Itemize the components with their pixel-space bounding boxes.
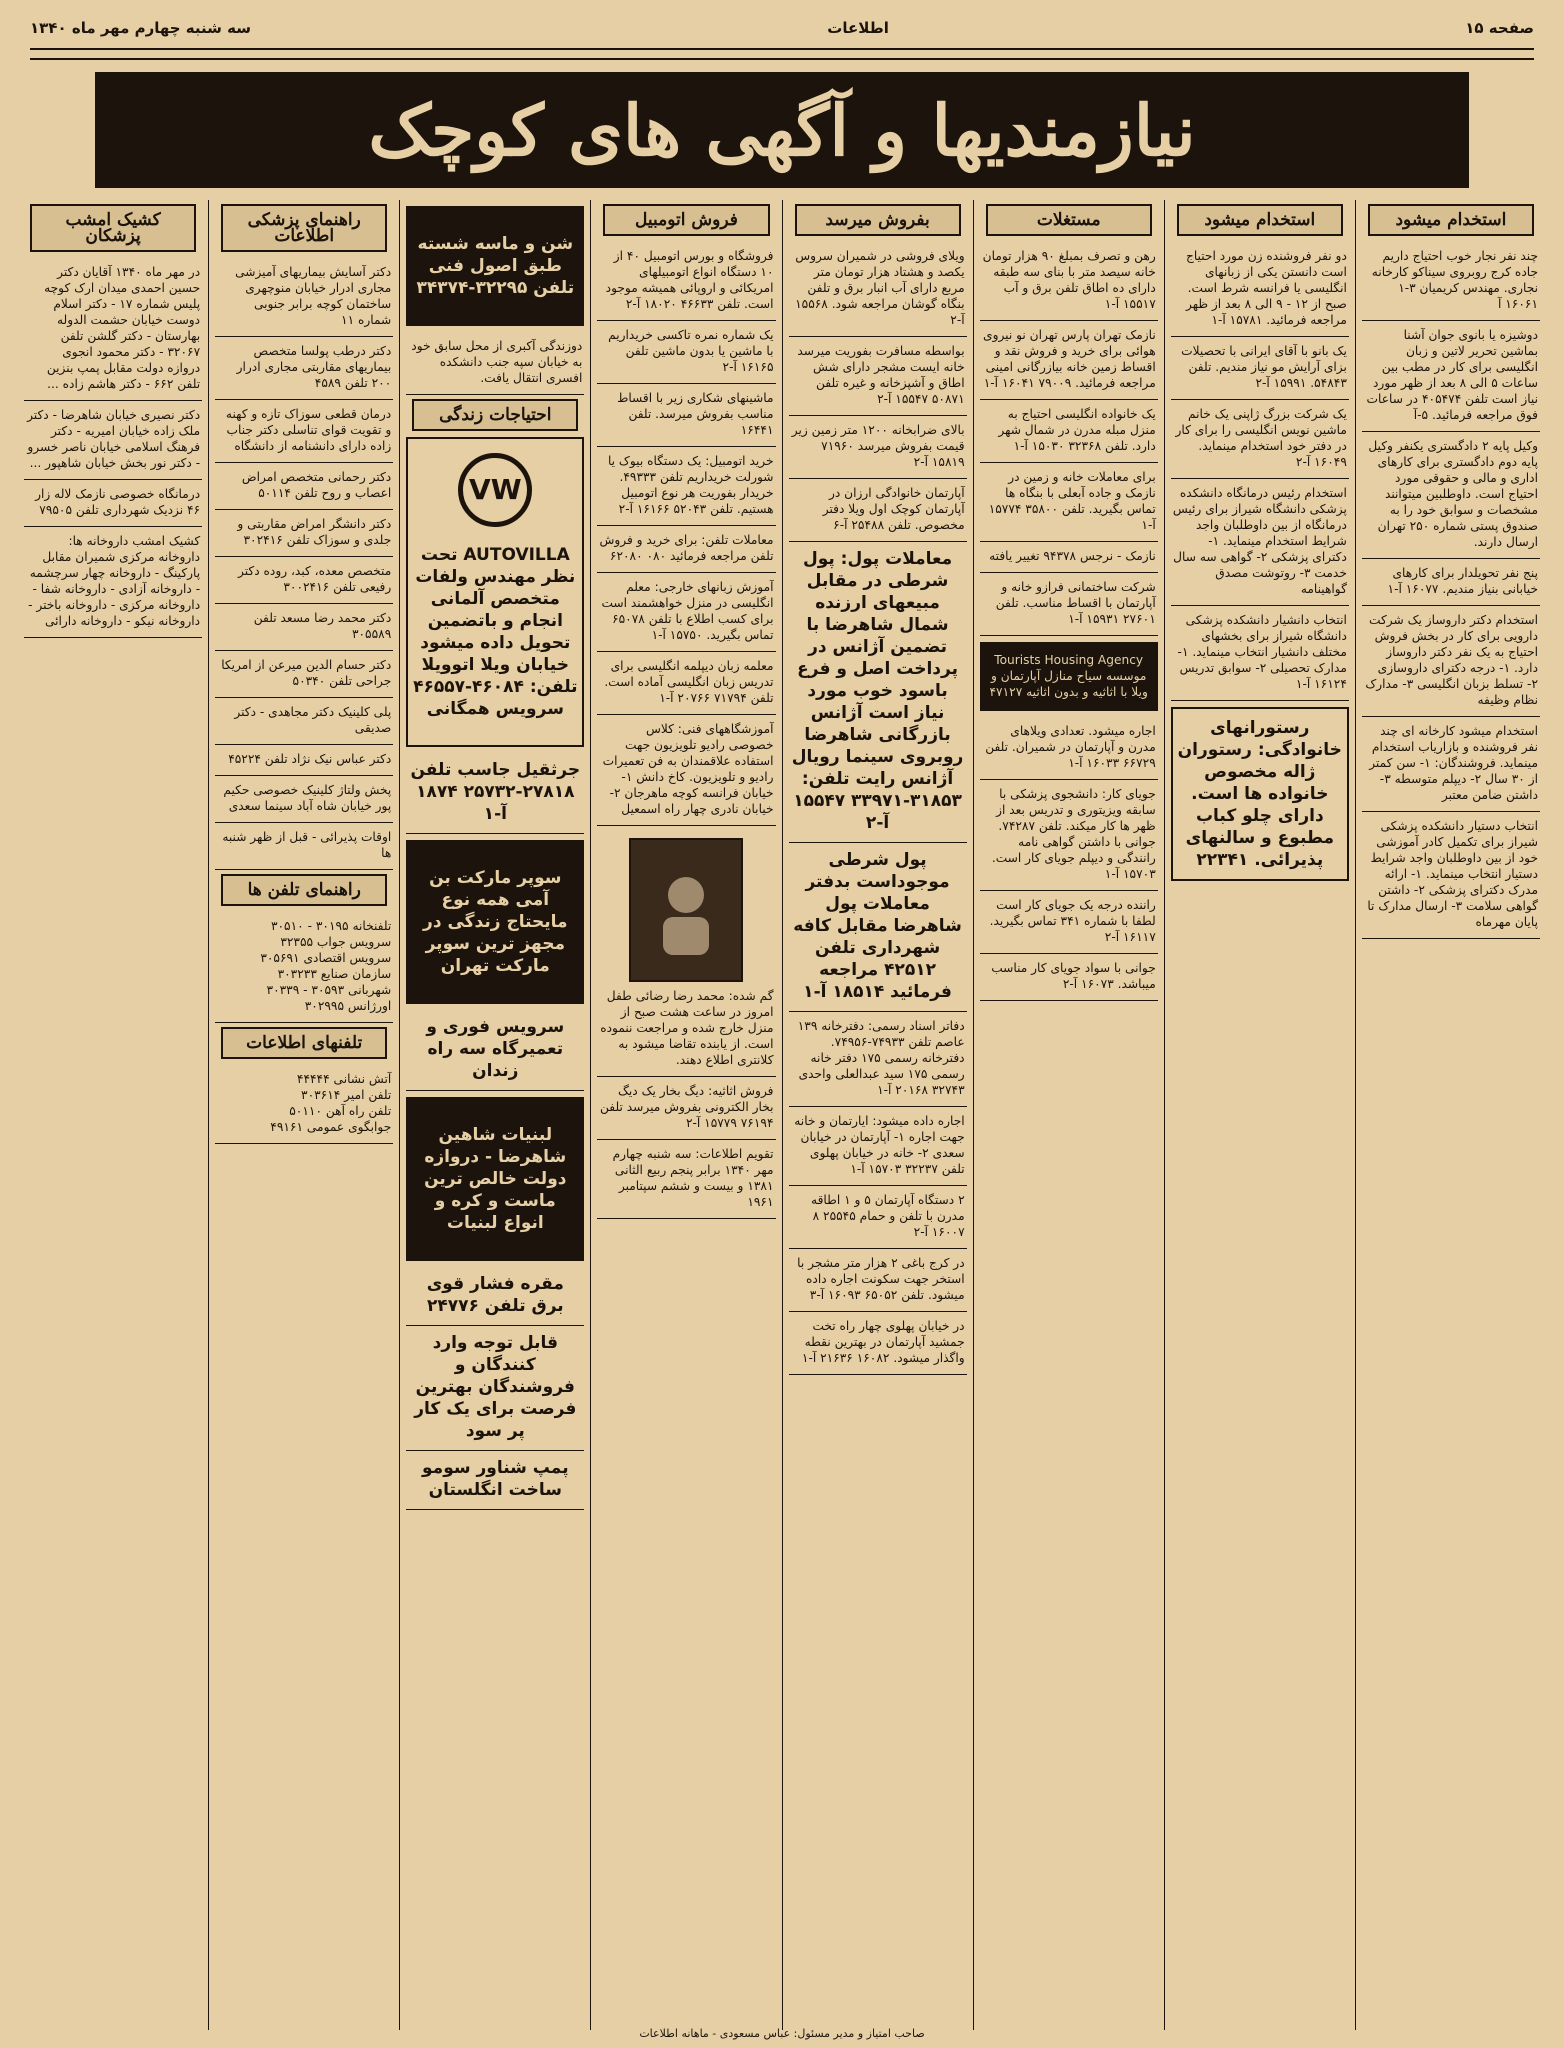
info-phone-list: آتش نشانی ۴۴۴۴۴ تلفن امیر ۳۰۳۶۱۴ تلفن راه آهن ۵۰۱۱۰ جوابگوی عمومی ۴۹۱۶۱ xyxy=(215,1065,393,1144)
classified-ad: دکتر محمد رضا مسعد تلفن ۳۰۵۵۸۹ xyxy=(215,604,393,651)
page-number: صفحه ۱۵ xyxy=(1465,19,1534,37)
classified-ad: استخدام دکتر داروساز یک شرکت دارویی برای کار در بخش فروش احتیاج به یک نفر دکتر داروساز دارد. ۱- درجه دکترای داروسازی ۲- تسلط بزبان انگلیسی ۳- مدارک نظام وظیفه xyxy=(1362,606,1540,717)
classified-ad: جویای کار: دانشجوی پزشکی با سابقه ویزیتوری و تدریس بعد از ظهر ها کار میکند. تلفن ۷۴۲۸۷. جوانی با داشتن گواهی نامه رانندگی و دیپلم جویای کار است. ۱۵۷۰۳ آ-۱ xyxy=(980,780,1158,891)
column-real-estate xyxy=(974,200,1165,2030)
header-rule xyxy=(30,48,1534,50)
classified-ad: شرکت ساختمانی فرازو خانه و آپارتمان با اقساط مناسب. تلفن ۲۷۶۰۱ ۱۵۹۳۱ آ-۱ xyxy=(980,573,1158,636)
classified-ad: وکیل پایه ۲ دادگستری یکنفر وکیل پایه دوم دادگستری برای کارهای اداری و مالی و حقوقی مورد احتیاج است. داوطلبین میتوانند مشخصات و سوابق خود را به صندوق پستی شماره ۲۵۰ تهران ارسال دارند. xyxy=(1362,432,1540,559)
classified-ad: بواسطه مسافرت بفوریت میرسد خانه ایست مشجر دارای شش اطاق و آشپزخانه و غیره تلفن ۵۰۸۷۱ ۱۵۵۴۷ آ-۲ xyxy=(789,337,967,416)
banner-title: نیازمندیها و آگهی های کوچک xyxy=(368,88,1196,172)
column-for-sale xyxy=(783,200,974,2030)
classified-ad: فروش اثاثیه: دیگ بخار یک دیگ بخار الکترونی بفروش میرسد تلفن ۷۶۱۹۴ ۱۵۷۷۹ آ-۲ xyxy=(597,1077,775,1140)
classified-ad: استخدام رئیس درمانگاه دانشکده پزشکی دانشگاه شیراز برای رئیس درمانگاه از بین داوطلبان واجد شرایط استخدام مینماید. ۱- دکترای پزشکی ۲- گواهی سه سال خدمت ۳- روتوشت مصدق گواهینامه xyxy=(1171,479,1349,606)
classified-ad: فروشگاه و بورس اتومبیل ۴۰ از ۱۰ دستگاه انواع اتومبیلهای امریکائی و اروپائی همیشه موجود است. تلفن ۴۶۶۳۳ ۱۸۰۲۰ آ-۲ xyxy=(597,242,775,321)
classified-ad: ۲ دستگاه آپارتمان ۵ و ۱ اطاقه مدرن با تلفن و حمام ۲۵۵۴۵ ۸ ۱۶۰۰۷ آ-۲ xyxy=(789,1186,967,1249)
column-title: مستغلات xyxy=(986,204,1152,236)
classified-ad: دکتر حسام الدین میرعن از امریکا جراحی تلفن ۵۰۳۴۰ xyxy=(215,651,393,698)
classified-ad: پلی کلینیک دکتر مجاهدی - دکتر صدیقی xyxy=(215,698,393,745)
classified-ad: معاملات پول: پول شرطی در مقابل مبیعهای ارزنده شمال شاهرضا با تضمین آژانس در پرداخت اصل و فرع باسود خوب مورد نیاز است آژانس بازرگانی شاهرضا روبروی سینما رویال آژانس رایت تلفن: ۳۱۸۵۳-۳۳۹۷۱ ۱۵۵۴۷ آ-۲ xyxy=(789,542,967,843)
classified-ad: یک خانواده انگلیسی احتیاج به منزل مبله مدرن در شمال شهر دارد. تلفن ۳۲۳۶۸ ۱۵۰۳۰ آ-۱ xyxy=(980,400,1158,463)
header-rule-2 xyxy=(30,58,1534,60)
newspaper-name: اطلاعات xyxy=(827,19,889,37)
page-header xyxy=(30,14,1534,42)
info-phones-title: تلفنهای اطلاعات xyxy=(221,1027,387,1059)
issue-date: سه شنبه چهارم مهر ماه ۱۳۴۰ xyxy=(30,19,251,37)
classified-ad: قابل توجه وارد کنندگان و فروشندگان بهترین فرصت برای یک کار پر سود xyxy=(406,1326,584,1451)
publisher-line: صاحب امتیاز و مدیر مسئول: عباس مسعودی - ماهانه اطلاعات xyxy=(639,2027,925,2040)
classified-ad: انتخاب دانشیار دانشکده پزشکی دانشگاه شیراز برای بخشهای مختلف دانشیار انتخاب مینماید. ۱- مدارک تحصیلی ۲- سوابق تدریس ۱۶۱۲۴ آ-۱ xyxy=(1171,606,1349,701)
column-title: استخدام میشود xyxy=(1177,204,1343,236)
phones-title: راهنمای تلفن ها xyxy=(221,874,387,906)
classified-ad: چند نفر نجار خوب احتیاج داریم جاده کرج روبروی سیناکو کارخانه نجاری. مهندس کریمیان ۳-۱ ۱۶۰۶۱ آ xyxy=(1362,242,1540,321)
column-title: استخدام میشود xyxy=(1368,204,1534,236)
classified-ad: در خیابان پهلوی چهار راه تخت جمشید آپارتمان در بهترین نقطه واگذار میشود. ۱۶۰۸۲ ۲۱۶۳۶ آ-۱ xyxy=(789,1312,967,1375)
classified-ad: دوشیزه یا بانوی جوان آشنا بماشین تحریر لاتین و زبان انگلیسی برای کار در مطب بین ساعات ۵ الی ۸ بعد از ظهر مورد نیاز است تلفن ۴۰۵۴۷۴ در ساعات فوق مراجعه فرمائید. ۵-آ xyxy=(1362,321,1540,432)
tourists-housing-ad: Tourists Housing Agency موسسه سیاح منازل آپارتمان و ویلا با اثاثیه و بدون اثاثیه ۴۷۱۲۷ xyxy=(980,642,1158,711)
classified-ad: درمان قطعی سوزاک تازه و کهنه و تقویت قوای تناسلی دکتر جناب زاده دارای دانشنامه از دانشگاه xyxy=(215,400,393,463)
classified-ad: تقویم اطلاعات: سه شنبه چهارم مهر ۱۳۴۰ برابر پنجم ربیع الثانی ۱۳۸۱ و بیست و ششم سپتامبر ۱۹۶۱ xyxy=(597,1140,775,1219)
classified-ad: نازمک تهران پارس تهران نو نیروی هوائی برای خرید و فروش نقد و اقساط زمین خانه بیازرگانی امینی مراجعه فرمائید. ۷۹۰۰۹ ۱۶۰۴۱ آ-۱ xyxy=(980,321,1158,400)
column-title: فروش اتومبیل xyxy=(603,204,769,236)
classified-ad: دفاتر اسناد رسمی: دفترخانه ۱۳۹ عاصم تلفن ۷۴۹۳۳-۷۴۹۵۶. دفترخانه رسمی ۱۷۵ دفتر خانه رسمی ۱۷۵ سید عبدالعلی واحدی ۳۲۷۴۳ ۲۰۱۶۸ آ-۱ xyxy=(789,1012,967,1107)
column-title: احتیاجات زندگی xyxy=(412,399,578,431)
classified-ad: اجاره داده میشود: ایارتمان و خانه جهت اجاره ۱- آپارتمان در خیابان سعدی ۲- خانه در خیابان پهلوی تلفن ۳۲۲۳۷ ۱۵۷۰۳ آ-۱ xyxy=(789,1107,967,1186)
classified-ad: اجاره میشود. تعدادی ویلاهای مدرن و آپارتمان در شمیران. تلفن ۶۶۷۲۹ ۱۶۰۳۳ آ-۱ xyxy=(980,717,1158,780)
classified-ad: پخش ولتاژ کلینیک خصوصی حکیم پور خیابان شاه آباد سینما سعدی xyxy=(215,776,393,823)
classified-ad: کشیک امشب داروخانه ها: داروخانه مرکزی شمیران مقابل پارکینگ - داروخانه چهار سرچشمه - داروخانه آزادی - داروخانه شفا - داروخانه مرکزی - داروخانه باختر - داروخانه نیکو - داروخانه دارائی xyxy=(24,527,202,638)
classified-ad: جرثقیل جاسب تلفن ۲۷۸۱۸-۲۵۷۳۲ ۱۸۷۴ آ-۱ xyxy=(406,753,584,834)
classified-ad: متخصص معده، کبد، روده دکتر رفیعی تلفن ۳۰۰۲۴۱۶ xyxy=(215,557,393,604)
classified-ad: در مهر ماه ۱۳۴۰ آقایان دکتر حسین احمدی میدان ارک کوچه پلیس شماره ۱۷ - دکتر اسلام دوست خیابان حشمت الدوله بهارستان - دکتر گلشن تلفن ۳۲۰۶۷ - دکتر محمود انجوی دروازه دولت مقابل پمپ بنزین تلفن ۶۶۲ - دکتر هاشم زاده ... xyxy=(24,258,202,401)
section-banner xyxy=(95,72,1469,188)
classified-ad: یک بانو با آقای ایرانی با تحصیلات بزای آرایش مو نیاز مندیم. تلفن ۵۴۸۴۳. ۱۵۹۹۱ آ-۲ xyxy=(1171,337,1349,400)
classified-ad: معاملات تلفن: برای خرید و فروش تلفن مراجعه فرمائید ۰۸۰ ۶۲۰۸۰ xyxy=(597,526,775,573)
classified-ad: ویلای فروشی در شمیران سروس یکصد و هشتاد هزار تومان متر مربع دارای آب انبار برق و تلفن بنگاه گوشان مراجعه شود. ۱۵۵۶۸ آ-۲ xyxy=(789,242,967,337)
classified-ad: برای معاملات خانه و زمین در نازمک و جاده آبعلی با بنگاه ها تماس بگیرید. تلفن ۳۵۸۰۰ ۱۵۷۷۴ آ-۱ xyxy=(980,463,1158,542)
classified-ad: جوانی با سواد جویای کار مناسب میباشد. ۱۶۰۷۳ آ-۲ xyxy=(980,954,1158,1001)
classified-ad: معلمه زبان دیپلمه انگلیسی برای تدریس زبان انگلیسی آماده است. تلفن ۷۱۷۹۴ ۲۰۷۶۶ آ-۱ xyxy=(597,652,775,715)
classified-ad: نازمک - نرجس ۹۴۳۷۸ تغییر یافته xyxy=(980,542,1158,573)
sand-ad: شن و ماسه شسته طبق اصول فنی تلفن ۳۲۲۹۵-۳۴۳۷۴ xyxy=(406,206,584,326)
classified-ad: دکتر درطب پولسا متخصص بیماریهای مقاربتی مجاری ادرار ۲۰۰ تلفن ۴۵۸۹ xyxy=(215,337,393,400)
classified-ad: راننده درجه یک جویای کار است لطفا با شماره ۳۴۱ تماس بگیرید. ۱۶۱۱۷ آ-۲ xyxy=(980,891,1158,954)
classified-ad: پنج نفر تحویلدار برای کارهای خیابانی بنیاز مندیم. ۱۶۰۷۷ آ-۱ xyxy=(1362,559,1540,606)
classified-ad: در کرج باغی ۲ هزار متر مشجر با استخر جهت سکونت اجاره داده میشود. تلفن ۶۵۰۵۲ ۱۶۰۹۳ آ-۳ xyxy=(789,1249,967,1312)
person-icon xyxy=(651,865,721,955)
column-employment-1 xyxy=(1356,200,1546,2030)
classified-ad: دکتر دانشگر امراض مقاربتی و جلدی و سوزاک تلفن ۳۰۲۴۱۶ xyxy=(215,510,393,557)
dairy-ad: لبنیات شاهین شاهرضا - دروازه دولت خالص ترین ماست و کره و انواع لبنیات xyxy=(406,1097,584,1261)
classified-ad: ماشینهای شکاری زیر با اقساط مناسب بفروش میرسد. تلفن ۱۶۴۴۱ xyxy=(597,384,775,447)
classified-ad: یک شرکت بزرگ ژاپنی یک خانم ماشین نویس انگلیسی را برای کار در دفتر خود استخدام مینماید. ۱۶۰۴۹ آ-۲ xyxy=(1171,400,1349,479)
classified-ad: استخدام میشود کارخانه ای چند نفر فروشنده و بازاریاب استخدام مینماید. فروشندگان: ۱- سن کمتر از ۳۰ سال ۲- دیپلم متوسطه ۳- داشتن ضامن معتبر xyxy=(1362,717,1540,812)
column-title: بفروش میرسد xyxy=(795,204,961,236)
classified-ad: دو نفر فروشنده زن مورد احتیاج است دانستن یکی از زبانهای انگلیسی یا فرانسه شرط است. صبح از ۱۲ - ۹ الی ۸ بعد از ظهر مراجعه فرمائید. ۱۵۷۸۱ آ-۱ xyxy=(1171,242,1349,337)
classified-ad: خرید اتومبیل: یک دستگاه بیوک یا شورلت خریداریم تلفن ۴۹۳۳۳. خریدار بفوریت هر نوع اتومبیل هستیم. تلفن ۵۲۰۴۳ ۱۶۱۶۶ آ-۲ xyxy=(597,447,775,526)
column-employment-2 xyxy=(1165,200,1356,2030)
column-display-ads xyxy=(400,200,591,2030)
column-automobile xyxy=(591,200,782,2030)
classified-ad: یک شماره نمره تاکسی خریداریم با ماشین یا بدون ماشین تلفن ۱۶۱۶۵ آ-۲ xyxy=(597,321,775,384)
vw-logo-icon: VW xyxy=(458,453,532,527)
phone-list: تلفنخانه ۳۰۱۹۵ - ۳۰۵۱۰ سرویس جواب ۳۲۳۵۵ سرویس اقتصادی ۳۰۵۶۹۱ سازمان صنایع ۳۰۳۲۳۳ شهربانی ۳۰۵۹۳ - ۳۰۳۳۹ اورژانس ۳۰۲۹۹۵ xyxy=(215,912,393,1023)
classified-ad: دوزندگی آکبری از محل سابق خود به خیابان سپه جنب دانشکده افسری انتقال یافت. xyxy=(406,332,584,395)
classified-ad: دکتر عباس نیک نژاد تلفن ۴۵۲۲۴ xyxy=(215,745,393,776)
classified-ad: دکتر رحمانی متخصص امراض اعصاب و روح تلفن ۵۰۱۱۴ xyxy=(215,463,393,510)
classified-ad: آموزشگاههای فنی: کلاس خصوصی رادیو تلویزیون جهت استفاده علاقمندان به فن تعمیرات رادیو و تلویزیون. کاخ دانش ۱- خیابان فرانسه کوچه ماهرجان ۲- خیابان نادری چهار راه اسمعیل xyxy=(597,715,775,826)
supermarket-ad: سوپر مارکت بن آمی همه نوع مایحتاج زندگی در مجهز ترین سوپر مارکت تهران xyxy=(406,840,584,1004)
classified-ad: پمپ شناور سومو ساخت انگلستان xyxy=(406,1451,584,1510)
classified-ad: دکتر آسایش بیماریهای آمیزشی مجاری ادرار خیابان منوچهری ساختمان کوچه برابر جنوبی شماره ۱۱ xyxy=(215,258,393,337)
classified-ad: انتخاب دستیار دانشکده پزشکی شیراز برای تکمیل کادر آموزشی خود از بین داوطلبان واجد شرایط دستیار انتخاب مینماید. ۱- ارائه مدرک دکترای پزشکی ۲- داشتن گواهی سلامت ۳- ارسال مدارک تا پایان مهرماه xyxy=(1362,812,1540,939)
column-title: راهنمای پزشکی اطلاعات xyxy=(221,204,387,252)
autovilla-ad: VW AUTOVILLA تحت نظر مهندس ولفات متخصص آلمانی انجام و باتضمین تحویل داده میشود خیابان ویلا اتوویلا تلفن: ۴۶۰۸۴-۴۶۵۵۷ سرویس همگانی xyxy=(406,437,584,747)
classified-ad: اوقات پذیرائی - قبل از ظهر شنبه ها xyxy=(215,823,393,870)
column-medical-guide xyxy=(209,200,400,2030)
missing-person-ad: گم شده: محمد رضا رضائی طفل امروز در ساعت هشت صبح از منزل خارج شده و مراجعت ننموده است. از یابنده تقاضا میشود به کلانتری اطلاع دهند. xyxy=(597,826,775,1077)
classified-ad: بالای ضرابخانه ۱۲۰۰ متر زمین زیر قیمت بفروش میرسد ۷۱۹۶۰ ۱۵۸۱۹ آ-۲ xyxy=(789,416,967,479)
classified-ad: درمانگاه خصوصی نازمک لاله زار ۴۶ نزدیک شهرداری تلفن ۷۹۵۰۵ xyxy=(24,480,202,527)
classified-ad: آپارتمان خانوادگی ارزان در آپارتمان کوچک اول ویلا دفتر مخصوص. تلفن ۲۵۴۸۸ آ-۶ xyxy=(789,479,967,542)
classified-ad: دکتر نصیری خیابان شاهرضا - دکتر ملک زاده خیابان امیریه - دکتر فرهنگ اسلامی خیابان ناصر خسرو - دکتر نور بخش خیابان شاهپور ... xyxy=(24,401,202,480)
classified-ad: پول شرطی موجوداست بدفتر معاملات پول شاهرضا مقابل کافه شهرداری تلفن ۴۲۵۱۲ مراجعه فرمائید ۱۸۵۱۴ آ-۱ xyxy=(789,843,967,1012)
column-night-duty xyxy=(18,200,209,2030)
classified-ad: مقره فشار قوی برق تلفن ۲۴۷۷۶ xyxy=(406,1267,584,1326)
classified-ad: آموزش زبانهای خارجی: معلم انگلیسی در منزل خواهشمند است برای کسب اطلاع با تلفن ۶۵۰۷۸ تماس بگیرید. ۱۵۷۵۰ آ-۱ xyxy=(597,573,775,652)
column-title: کشیک امشب پزشکان xyxy=(30,204,196,252)
classified-ad: سرویس فوری و تعمیرگاه سه راه زندان xyxy=(406,1010,584,1091)
portrait-photo xyxy=(629,838,743,982)
classified-columns xyxy=(18,200,1546,2030)
page-footer xyxy=(30,2027,1534,2040)
classified-ad: رهن و تصرف بمبلغ ۹۰ هزار تومان خانه سیصد متر با بنای سه طبقه دارای ده اطاق تلفن برق و آب ۱۵۵۱۷ آ-۱ xyxy=(980,242,1158,321)
restaurant-ad: رستورانهای خانوادگی: رستوران ژاله مخصوص خانواده ها است. دارای چلو کباب مطبوع و سالنهای پذیرائی. ۲۲۳۴۱ xyxy=(1171,707,1349,881)
